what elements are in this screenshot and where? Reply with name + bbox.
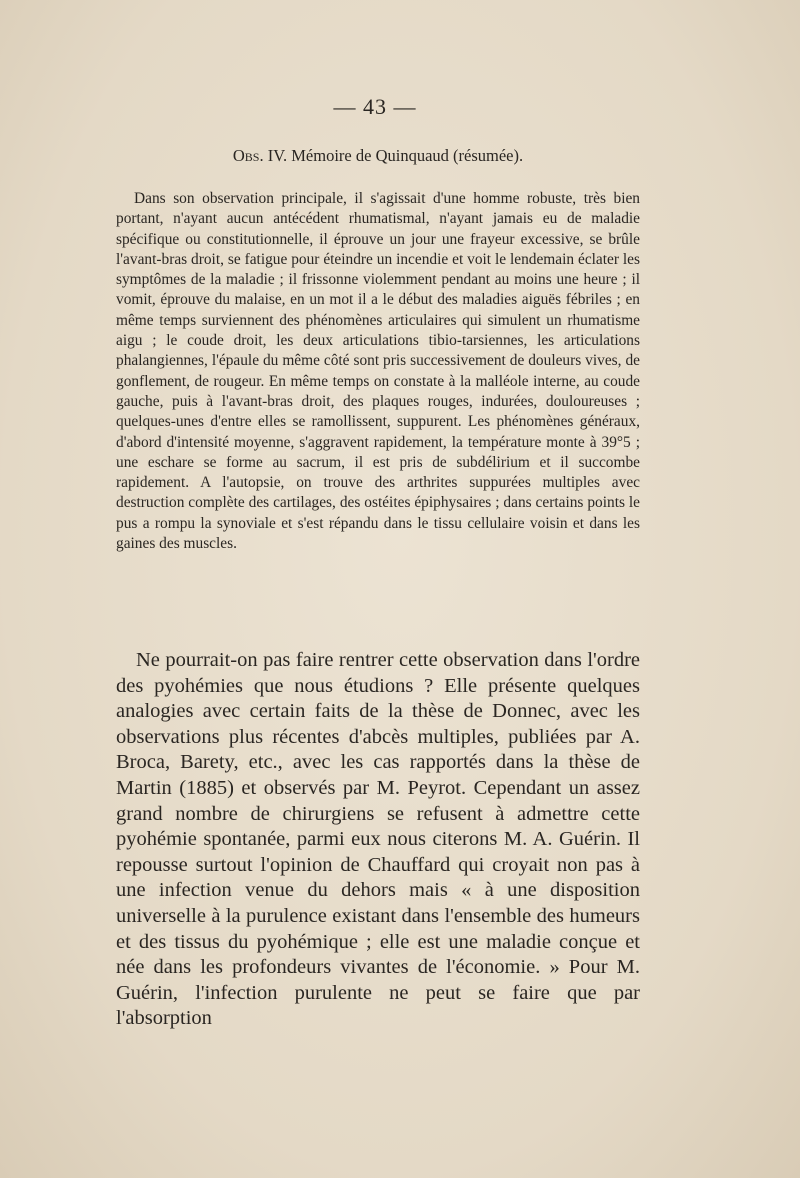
observation-summary [116,189,640,554]
observation-title [0,146,756,166]
page-number: — 43 — [333,94,417,119]
observation-label: Obs. IV. [232,146,288,165]
observation-source: Mémoire de Quinquaud (résumée). [287,146,524,165]
body-paragraph: Ne pourrait-on pas faire rentrer cette observation dans l'ordre des pyohémies que nous étudions ? Elle présente quelques analogies avec certain faits de la thèse de Donnec, avec les observations plus récentes d'abcès multiples, publiées par A. Broca, Barety, etc., avec les cas rapportés dans la thèse de Martin (1885) et observés par M. Peyrot. Cependant un assez grand nombre de chirurgiens se refusent à admettre cette pyohémie spontanée, parmi eux nous citerons M. A. Guérin. Il repousse surtout l'opinion de Chauffard qui croyait non pas à une infection venue du dehors mais « à une disposition universelle à la purulence existant dans l'ensemble des humeurs et des tissus du pyohémique ; elle est une maladie conçue et née dans les profondeurs vivantes de l'économie. » Pour M. Guérin, l'infection purulente ne peut se faire que par l'absorption [116,649,640,1030]
summary-paragraph: Dans son observation principale, il s'agissait d'une homme robuste, très bien portant, n'ayant aucun antécédent rhumatismal, n'ayant jamais eu de maladie spécifique ou constitutionnelle, il éprouve un jour une frayeur excessive, se brûle l'avant-bras droit, se fatigue pour éteindre un incendie et voit le lendemain éclater les symptômes de la maladie ; il frissonne violemment pendant au moins une heure ; il vomit, éprouve du malaise, en un mot il a le début des maladies aiguës fébriles ; en même temps surviennent des phénomènes articulaires qui simulent un rhumatisme aigu ; le coude droit, les deux articulations tibio-tarsiennes, les articulations phalangiennes, l'épaule du même côté sont pris successivement de douleurs vives, de gonflement, de rougeur. En même temps on constate à la malléole interne, au coude gauche, puis à l'avant-bras droit, des plaques rouges, indurées, douloureuses ; quelques-unes d'entre elles se ramollissent, suppurent. Les phénomènes généraux, d'abord d'intensité moyenne, s'aggravent rapidement, la température monte à 39°5 ; une eschare se forme au sacrum, il est pris de subdélirium et il succombe rapidement. A l'autopsie, on trouve des arthrites suppurées multiples avec destruction complète des cartilages, des ostéites épiphysaires ; dans certains points le pus a rompu la synoviale et s'est répandu dans le tissu cellulaire voisin et dans les gaines des muscles. [116,190,640,553]
main-text [116,648,640,1032]
